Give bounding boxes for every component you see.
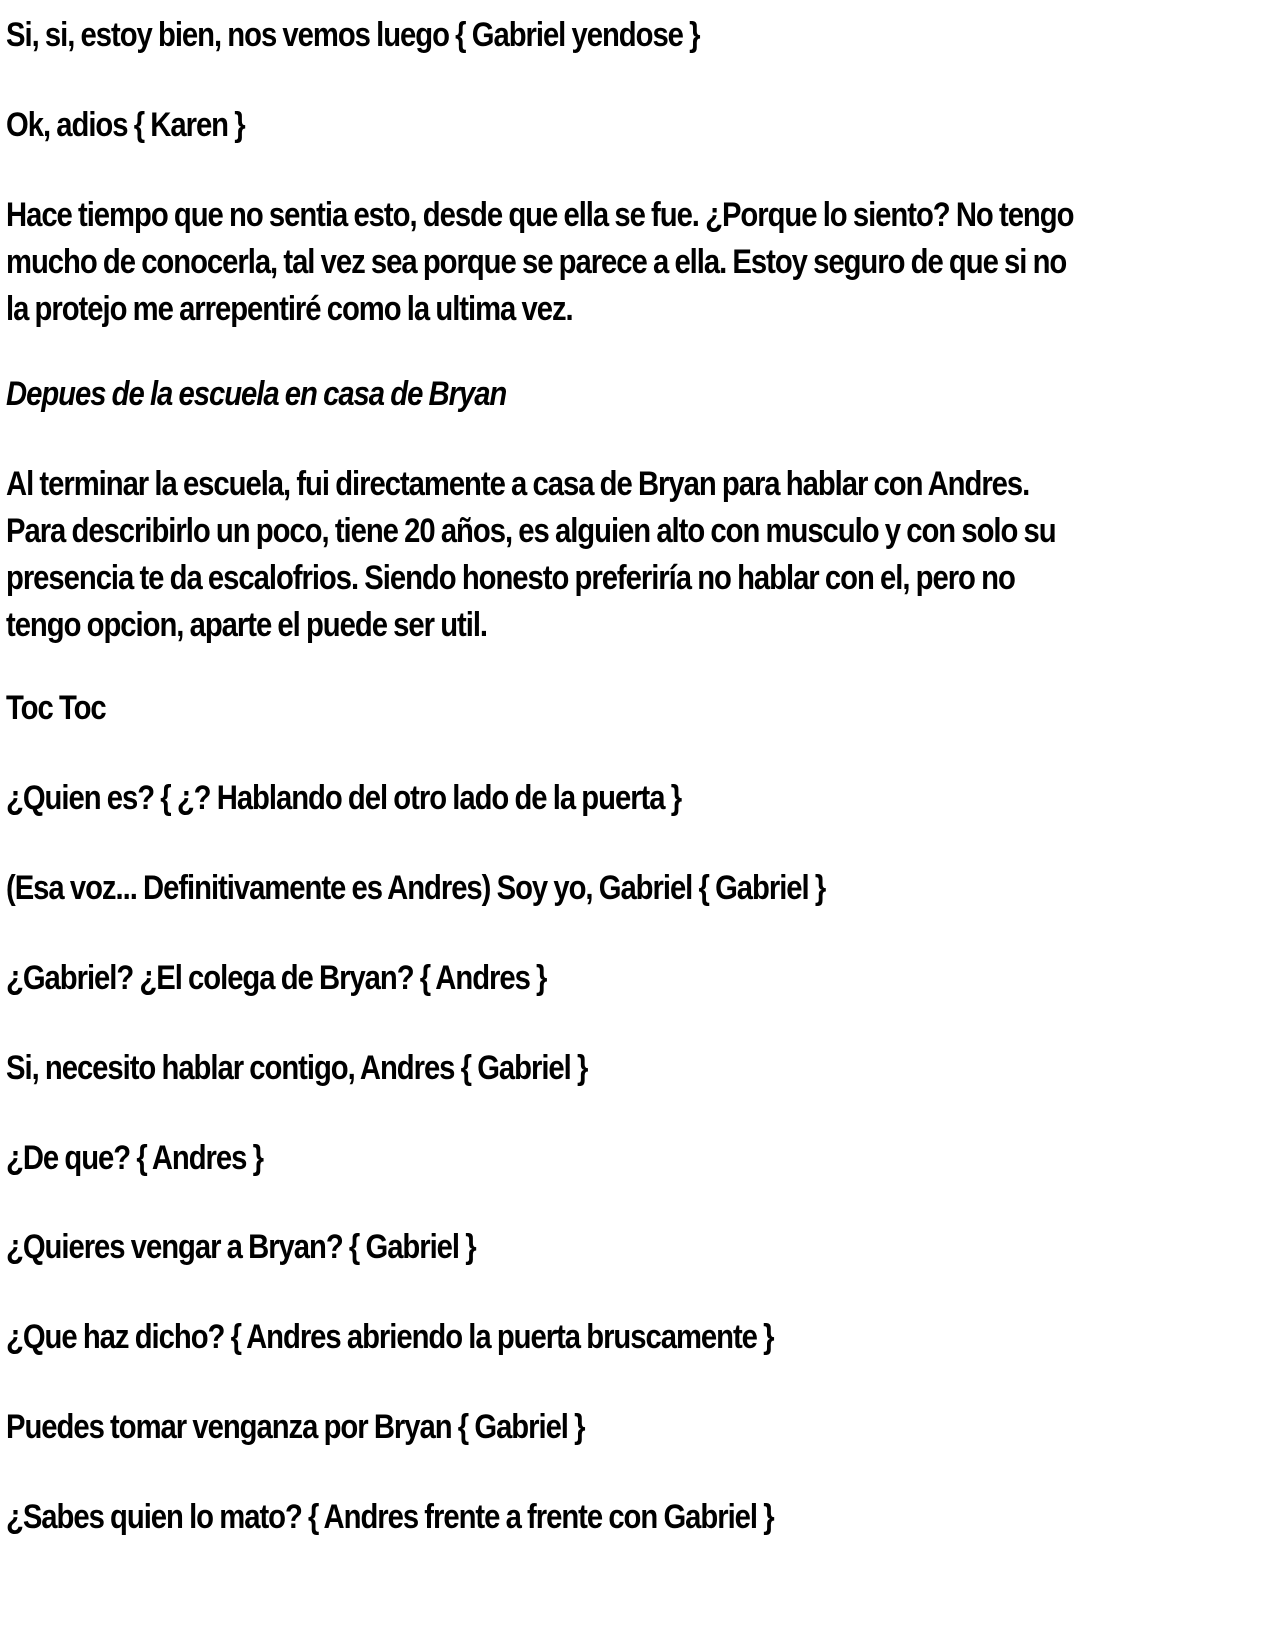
paragraph-5 [6, 461, 1091, 649]
paragraph-13: ¿Que haz dicho? { Andres abriendo la puerta bruscamente } [6, 1318, 774, 1356]
paragraph-5-line-2: Para describirlo un poco, tiene 20 años, es alguien alto con musculo y con solo su [6, 512, 1056, 550]
paragraph-10: Si, necesito hablar contigo, Andres { Gabriel } [6, 1049, 588, 1087]
paragraph-14: Puedes tomar venganza por Bryan { Gabriel } [6, 1408, 585, 1446]
paragraph-2: Ok, adios { Karen } [6, 106, 245, 144]
section-heading: Depues de la escuela en casa de Bryan [6, 375, 507, 413]
document-page [6, 0, 1270, 1650]
paragraph-9: ¿Gabriel? ¿El colega de Bryan? { Andres } [6, 959, 547, 997]
paragraph-5-line-4: tengo opcion, aparte el puede ser util. [6, 606, 488, 644]
paragraph-11: ¿De que? { Andres } [6, 1139, 263, 1177]
paragraph-5-line-1: Al terminar la escuela, fui directamente a casa de Bryan para hablar con Andres. [6, 465, 1030, 503]
paragraph-8: (Esa voz... Definitivamente es Andres) Soy yo, Gabriel { Gabriel } [6, 869, 826, 907]
paragraph-6: Toc Toc [6, 689, 106, 727]
paragraph-7: ¿Quien es? { ¿? Hablando del otro lado de la puerta } [6, 779, 682, 817]
paragraph-15: ¿Sabes quien lo mato? { Andres frente a frente con Gabriel } [6, 1498, 774, 1536]
paragraph-3-line-2: mucho de conocerla, tal vez sea porque se parece a ella. Estoy seguro de que si no [6, 243, 1067, 281]
paragraph-12: ¿Quieres vengar a Bryan? { Gabriel } [6, 1228, 476, 1266]
paragraph-3-line-1: Hace tiempo que no sentia esto, desde que ella se fue. ¿Porque lo siento? No tengo [6, 196, 1074, 234]
paragraph-1: Si, si, estoy bien, nos vemos luego { Gabriel yendose } [6, 16, 700, 54]
paragraph-3 [6, 192, 1091, 333]
paragraph-5-line-3: presencia te da escalofrios. Siendo honesto preferiría no hablar con el, pero no [6, 559, 1015, 597]
paragraph-3-line-3: la protejo me arrepentiré como la ultima vez. [6, 290, 573, 328]
